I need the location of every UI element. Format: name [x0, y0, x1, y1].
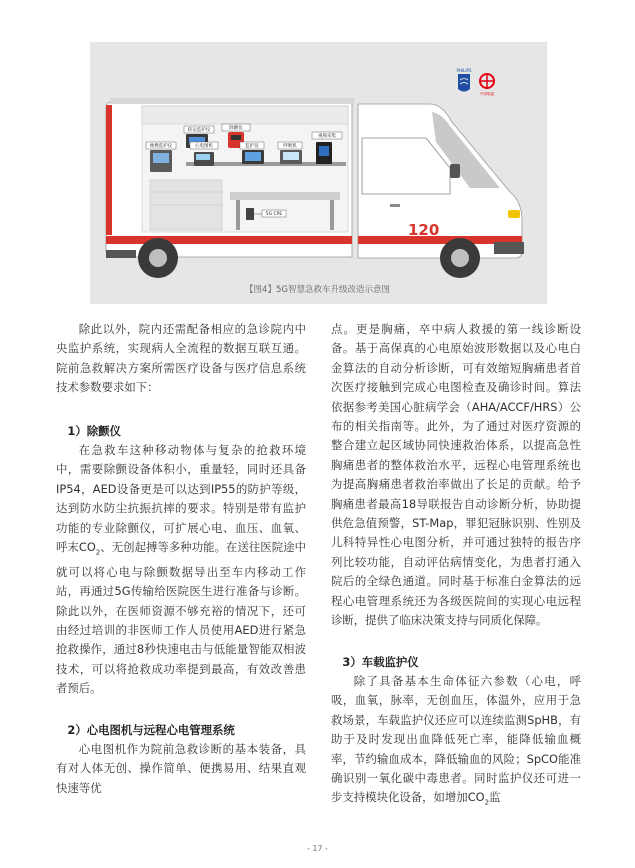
device-label: 视频采集: [318, 134, 336, 139]
section-heading-vehicle-monitor: 3）车载监护仪: [342, 654, 419, 669]
ventilator-device: [278, 142, 302, 164]
right-column: [331, 320, 581, 813]
device-label: 监护仪: [245, 144, 259, 149]
device-label: 除颤仪: [229, 126, 243, 131]
paragraph: 在急救车这种移动物体与复杂的抢救环境中，需要除颤设备体积小，重量轻，同时还具备IP54，AED设备更是可以达到IP55的防护等级，达到防水防尘抗振抗摔的要求。特别是带有监护功能的专业除颤仪，可扩展心电、血压、血氧、呼末$CO_2$、无创起搏等多种功能。在送往医院途中就可以将心电与除颤数据导出至车内移动工作站，再通过5G传输给医院医生进行准备与诊断。除此以外，在医师资源不够充裕的情况下，还可由经过培训的非医师工作人员使用AED进行紧急抢救操作，通过8秒快速电击与低能量智能双相波技术，可以将抢救成功率提到最高，有效改善患者预后。: [56, 443, 306, 696]
section-heading-defibrillator: 1）除颤仪: [67, 423, 121, 438]
front-wheel-icon: [440, 238, 480, 278]
section-heading-ecg: 2）心电图机与远程心电管理系统: [67, 722, 235, 737]
paragraph: 除此以外，院内还需配备相应的急诊院内中央监护系统，实现病人全流程的数据互联互通。院前急救解决方案所需医疗设备与医疗信息系统技术参数要求如下：: [56, 322, 306, 395]
monitor-device: [240, 142, 264, 164]
philips-logo-text: PHILIPS: [456, 68, 472, 73]
device-label: 心电图机: [195, 144, 213, 149]
rear-wheel-icon: [138, 238, 178, 278]
vehicle-number: 120: [408, 221, 440, 239]
left-column: [56, 320, 306, 798]
philips-logo: [457, 68, 472, 92]
ambulance-illustration: [90, 42, 547, 304]
ecg-machine-device: [190, 142, 218, 166]
figure-ambulance-diagram: [90, 42, 547, 304]
paragraph: 除了具备基本生命体征六参数（心电，呼吸，血氧，脉率，无创血压，体温外，应用于急救场景，车载监护仪还应可以连续监测SpHB，有助于及时发现出血降低死亡率，能降低输血概率，节约输血成本，降低输血的风险；SpCO能准确识别一氧化碳中毒患者。同时监护仪还可进一步支持模块化设备，如增加$CO_2$监: [331, 673, 581, 807]
paragraph: 点。更是胸痛，卒中病人救援的第一线诊断设备。基于高保真的心电原始波形数据以及心电白金算法的自动分析诊断，可有效缩短胸痛患者首次医疗接触到完成心电图检查及确诊时间。算法依据参考美国心脏病学会（AHA/ACCF/HRS）公布的相关指南等。此外，为了通过对医疗资源的整合建立起区域协同快速救治体系，以提高急性胸痛患者的整体救治水平，远程心电管理系统也为提高胸痛患者救治率做出了长足的贡献。给予胸痛患者最高18导联报告自动诊断分析，协助提供危急值预警，ST-Map，罪犯冠脉识别、性别及儿科特异性心电图分析，并可通过独特的报告序列比较功能，自动评估病情变化，为患者打通入院后的全绿色通道。同时基于标准白金算法的远程心电管理系统还为各级医院间的实现心电远程诊断，提供了临床决策支持与同质化保障。: [331, 322, 581, 628]
page-number: - 17 -: [306, 844, 329, 853]
portable-monitor-device: [146, 142, 176, 172]
ambulance-interior: [142, 106, 348, 232]
unicom-logo-text: 中国联通: [480, 92, 494, 96]
device-label: 便携监护仪: [149, 144, 173, 149]
device-label: 5G CPE: [265, 212, 283, 217]
figure-caption: 【图4】5G智慧急救车升级改造示意图: [245, 285, 390, 295]
device-label: 呼吸机: [283, 144, 297, 149]
paragraph: 心电图机作为院前急救诊断的基本装备，具有对人体无创、操作简单、便携易用、结果直观快速等优: [56, 742, 306, 795]
device-label: 转运监护仪: [187, 128, 211, 133]
china-unicom-logo: [480, 74, 494, 96]
